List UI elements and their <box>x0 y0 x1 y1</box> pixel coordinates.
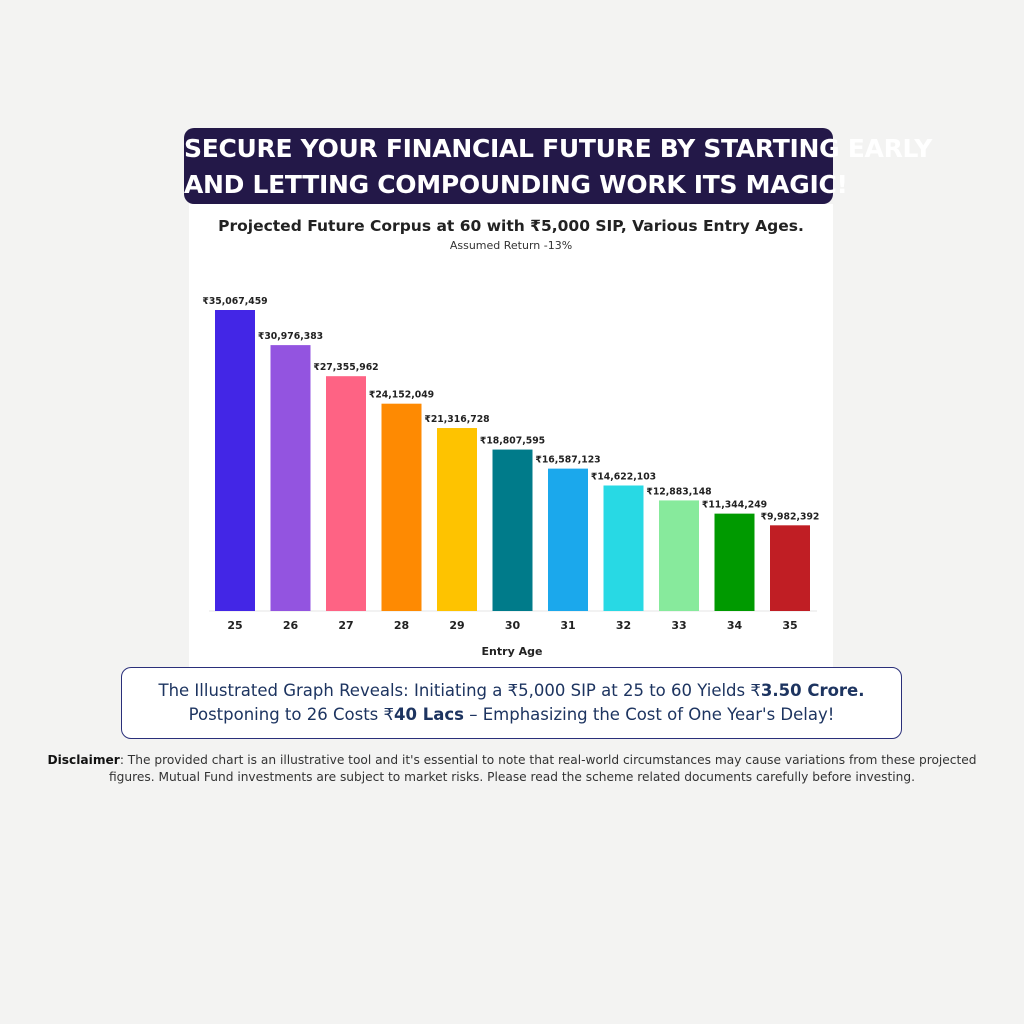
bar-chart <box>189 204 833 668</box>
data-label-26: ₹30,976,383 <box>257 331 324 343</box>
headline-banner <box>184 128 933 204</box>
bar-35 <box>770 525 810 611</box>
chart-subtitle: Assumed Return -13% <box>449 239 573 252</box>
headline-line-1: SECURE YOUR FINANCIAL FUTURE BY STARTING EARLY <box>184 134 933 163</box>
x-tick-28: 28 <box>393 619 410 632</box>
callout-line-2-highlight: 40 Lacs <box>394 705 464 724</box>
disclaimer-text: : The provided chart is an illustrative tool and it's essential to note that real-world circumstances may cause variations from these projected figures. Mutual Fund investments are subject to market risks. Please read the scheme related documents carefully before investing. <box>108 753 977 784</box>
bar-29 <box>437 428 477 611</box>
x-tick-26: 26 <box>282 619 299 632</box>
disclaimer-label: Disclaimer <box>47 753 120 767</box>
bar-25 <box>215 310 255 611</box>
x-tick-29: 29 <box>449 619 465 632</box>
bar-33 <box>659 500 699 611</box>
data-label-35: ₹9,982,392 <box>760 511 820 523</box>
bar-31 <box>548 469 588 611</box>
x-tick-32: 32 <box>615 619 632 632</box>
headline-line-2: AND LETTING COMPOUNDING WORK ITS MAGIC! <box>184 170 848 199</box>
data-label-32: ₹14,622,103 <box>590 471 657 483</box>
data-label-34: ₹11,344,249 <box>701 499 768 511</box>
x-tick-35: 35 <box>782 619 798 632</box>
callout-line-1-text: The Illustrated Graph Reveals: Initiating a ₹5,000 SIP at 25 to 60 Yields ₹ <box>158 681 761 700</box>
bar-32 <box>604 485 644 611</box>
bar-34 <box>715 514 755 611</box>
callout-line-1-highlight: 3.50 Crore. <box>760 681 865 700</box>
data-label-28: ₹24,152,049 <box>368 389 435 401</box>
callout-line-2-suffix: – Emphasizing the Cost of One Year's Delay! <box>463 705 835 724</box>
x-tick-33: 33 <box>671 619 687 632</box>
insight-callout <box>121 667 902 739</box>
x-tick-27: 27 <box>338 619 354 632</box>
chart-title: Projected Future Corpus at 60 with ₹5,000 SIP, Various Entry Ages. <box>218 217 804 235</box>
bar-26 <box>271 345 311 611</box>
callout-line-2-text: Postponing to 26 Costs ₹ <box>188 705 395 724</box>
x-tick-30: 30 <box>504 619 521 632</box>
data-label-33: ₹12,883,148 <box>646 486 712 498</box>
chart-panel <box>189 204 833 668</box>
data-label-25: ₹35,067,459 <box>202 296 268 307</box>
x-tick-25: 25 <box>227 619 243 632</box>
data-label-27: ₹27,355,962 <box>313 362 379 374</box>
disclaimer <box>30 752 994 786</box>
x-axis-label: Entry Age <box>481 645 543 658</box>
x-tick-34: 34 <box>726 619 743 632</box>
callout-line-2 <box>122 703 901 727</box>
callout-line-1 <box>122 679 901 703</box>
bar-27 <box>326 376 366 611</box>
data-label-30: ₹18,807,595 <box>479 435 546 447</box>
bar-30 <box>493 450 533 611</box>
x-tick-31: 31 <box>560 619 576 632</box>
data-label-31: ₹16,587,123 <box>535 454 601 466</box>
data-label-29: ₹21,316,728 <box>424 414 490 426</box>
bar-28 <box>382 404 422 611</box>
